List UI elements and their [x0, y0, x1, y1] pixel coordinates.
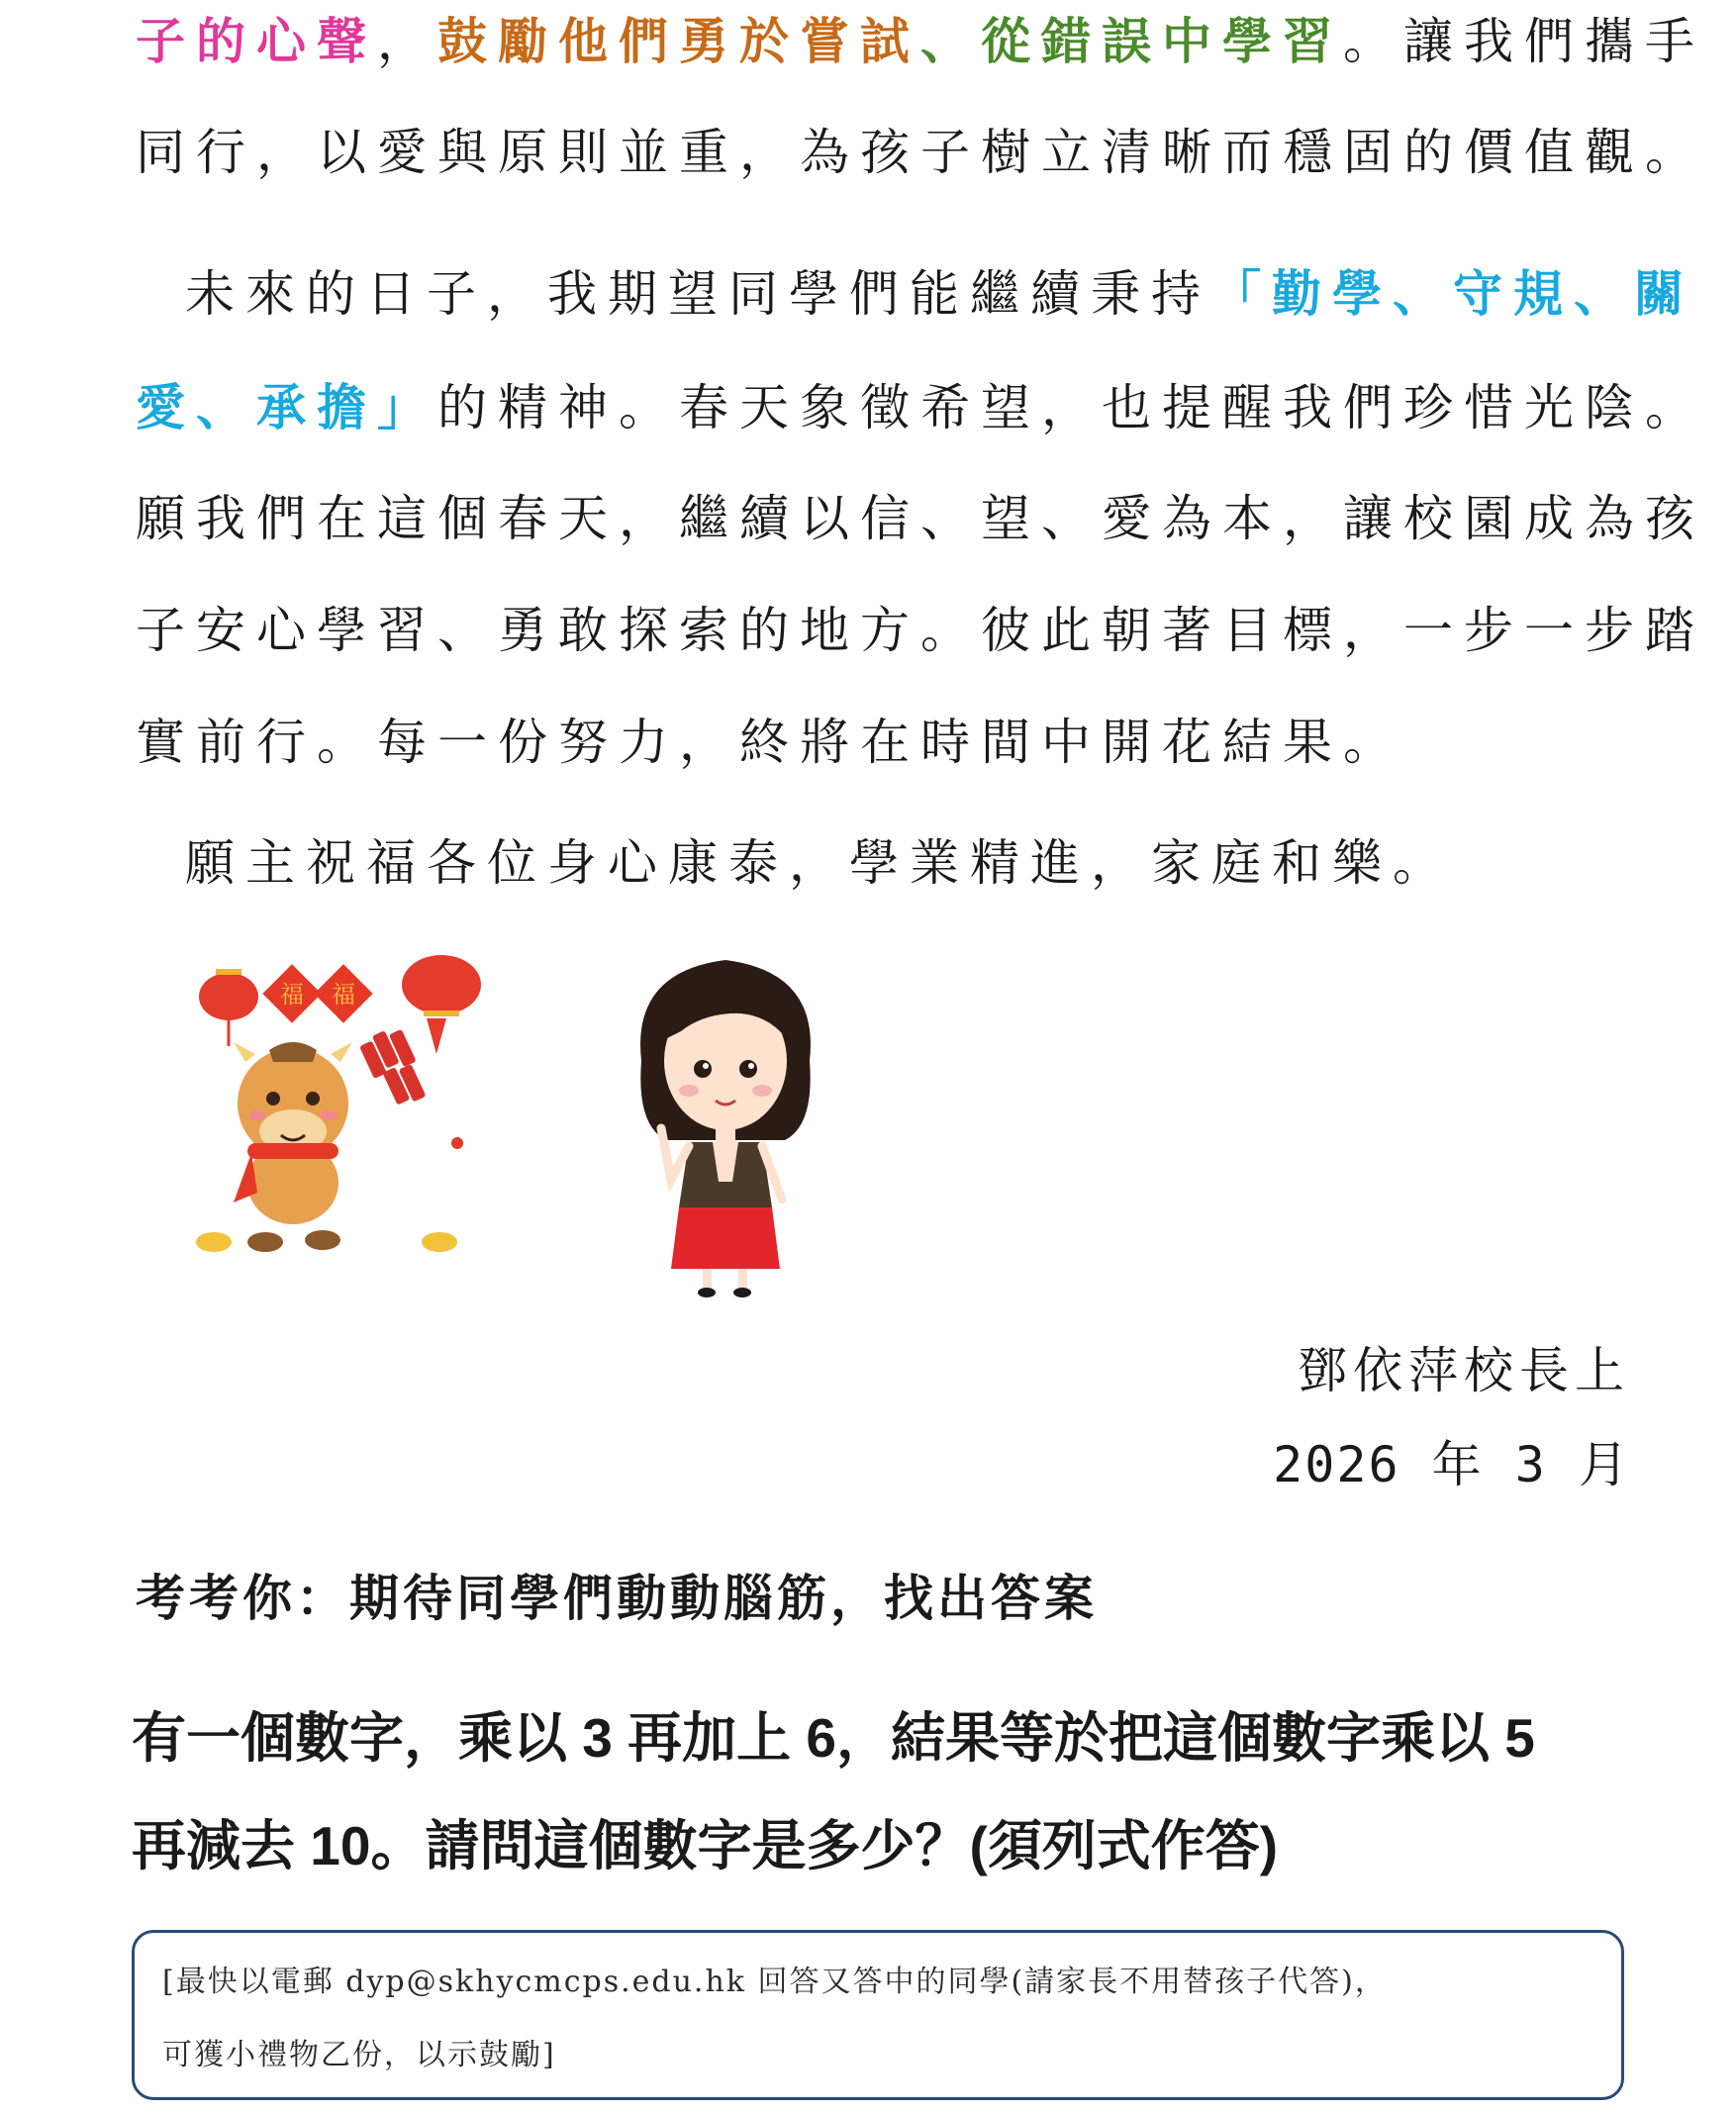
line-1-rest: 。讓我們攜手	[1343, 13, 1705, 70]
separator: 、	[920, 12, 981, 70]
ox-new-year-illustration	[174, 955, 487, 1270]
signature-date: 2026 年 3 月	[1273, 1436, 1630, 1493]
principal-cartoon-illustration	[622, 952, 829, 1298]
letter-line-1	[136, 12, 1705, 71]
quiz-question-line-2: 再減去 10。請問這個數字是多少？(須列式作答)	[132, 1815, 1279, 1876]
comma: ，	[377, 13, 437, 70]
letter-line-5: 願我們在這個春天，繼續以信、望、愛為本，讓校園成為孩	[136, 490, 1705, 547]
letter-line-4	[136, 378, 1705, 437]
letter-line-6: 子安心學習、勇敢探索的地方。彼此朝著目標，一步一步踏	[136, 602, 1705, 659]
letter-line-2: 同行，以愛與原則並重，為孩子樹立清晰而穩固的價值觀。	[136, 124, 1705, 181]
highlight-listen-children: 子的心聲	[136, 12, 377, 70]
quiz-title: 考考你：期待同學們動動腦筋，找出答案	[136, 1569, 1098, 1627]
highlight-school-values-cont: 愛、承擔」	[136, 378, 437, 436]
answer-instructions-box	[132, 1930, 1624, 2100]
letter-line-7: 實前行。每一份努力，終將在時間中開花結果。	[136, 714, 1403, 771]
line-4-rest: 的精神。春天象徵希望，也提醒我們珍惜光陰。	[437, 379, 1705, 436]
letter-line-3	[185, 264, 1694, 324]
signature-name: 鄧依萍校長上	[1298, 1342, 1630, 1399]
svg-text:福: 福	[280, 981, 304, 1008]
highlight-encourage-trying: 鼓勵他們勇於嘗試	[437, 12, 920, 70]
line-3-lead: 未來的日子，我期望同學們能繼續秉持	[185, 265, 1211, 323]
answer-instructions-line-1: [最快以電郵 dyp@skhycmcps.edu.hk 回答又答中的同學(請家長不用替孩子代答)，	[162, 1965, 1387, 1999]
highlight-learn-from-mistakes: 從錯誤中學習	[981, 12, 1343, 70]
svg-text:福: 福	[332, 981, 355, 1008]
highlight-school-values: 「勤學、守規、關	[1211, 264, 1694, 323]
letter-blessing: 願主祝福各位身心康泰，學業精進，家庭和樂。	[185, 834, 1453, 892]
answer-instructions-line-2: 可獲小禮物乙份，以示鼓勵]	[162, 2038, 556, 2072]
quiz-question-line-1: 有一個數字，乘以 3 再加上 6，結果等於把這個數字乘以 5	[132, 1707, 1535, 1769]
